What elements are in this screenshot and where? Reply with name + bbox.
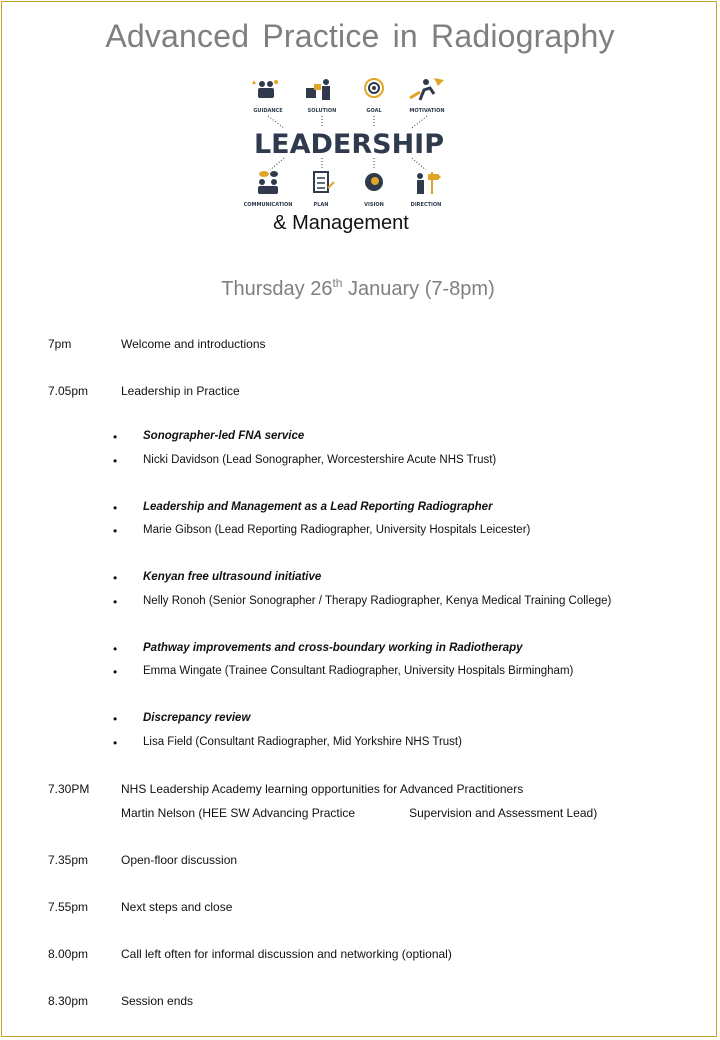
talk-speaker: Emma Wingate (Trainee Consultant Radiographer, University Hospitals Birmingham) — [143, 665, 574, 677]
bullet: • — [113, 430, 118, 444]
bullet: • — [113, 665, 118, 679]
talk-speaker: Lisa Field (Consultant Radiographer, Mid Yorkshire NHS Trust) — [143, 736, 462, 748]
schedule-item: Next steps and close — [121, 900, 233, 914]
talk-topic: Discrepancy review — [143, 712, 251, 724]
schedule-item: NHS Leadership Academy learning opportunities for Advanced Practitioners — [121, 782, 524, 796]
plan-icon — [314, 172, 334, 192]
detail-part-a: Martin Nelson (HEE SW Advancing Practice — [121, 806, 356, 820]
logo-word: LEADERSHIP — [253, 129, 445, 160]
talk-topic: Kenyan free ultrasound initiative — [143, 571, 322, 583]
bullet: • — [113, 595, 118, 609]
bullet: • — [113, 571, 118, 585]
event-date — [0, 278, 716, 301]
logo-label-plan: PLAN — [313, 202, 329, 208]
bullet: • — [113, 736, 118, 750]
page-title: Advanced Practice in Radiography — [105, 18, 615, 54]
schedule-time: 7.55pm — [48, 900, 89, 914]
vision-icon — [365, 173, 383, 191]
logo-label-goal: GOAL — [366, 108, 382, 114]
logo-label-motivation: MOTIVATION — [409, 108, 445, 114]
schedule-time: 7.30PM — [48, 782, 90, 796]
solution-icon — [306, 79, 330, 100]
direction-icon — [417, 172, 441, 194]
talk-speaker: Marie Gibson (Lead Reporting Radiographer, University Hospitals Leicester) — [143, 524, 531, 536]
logo-label-direction: DIRECTION — [410, 202, 442, 208]
logo-label-solution: SOLUTION — [307, 108, 337, 114]
schedule-time: 7.05pm — [48, 384, 89, 398]
bullet: • — [113, 712, 118, 726]
talk-topic: Leadership and Management as a Lead Reporting Radiographer — [143, 501, 493, 513]
schedule-item: Welcome and introductions — [121, 337, 266, 351]
communication-icon — [258, 171, 278, 194]
schedule-time: 7.35pm — [48, 853, 89, 867]
schedule-item: Leadership in Practice — [121, 384, 240, 398]
detail-part-b: Supervision and Assessment Lead) — [409, 806, 598, 820]
talk-speaker: Nicki Davidson (Lead Sonographer, Worcestershire Acute NHS Trust) — [143, 454, 497, 466]
logo-label-guidance: GUIDANCE — [253, 108, 283, 114]
bullet: • — [113, 524, 118, 538]
schedule-time: 8.00pm — [48, 947, 89, 961]
talk-topic: Sonographer-led FNA service — [143, 430, 305, 442]
schedule-item: Call left often for informal discussion and networking (optional) — [121, 947, 452, 961]
goal-icon — [365, 79, 383, 97]
bullet: • — [113, 501, 118, 515]
schedule-item: Open-floor discussion — [121, 853, 238, 867]
date-main: Thursday 26 — [221, 278, 333, 300]
leadership-logo — [244, 76, 454, 212]
bullet: • — [113, 642, 118, 656]
subtitle: & Management — [273, 212, 409, 234]
motivation-icon — [410, 78, 444, 100]
date-tail: January (7-8pm) — [342, 278, 495, 300]
logo-label-communication: COMMUNICATION — [244, 202, 293, 208]
schedule-time: 8.30pm — [48, 994, 89, 1008]
talk-speaker: Nelly Ronoh (Senior Sonographer / Therapy Radiographer, Kenya Medical Training College) — [143, 595, 612, 607]
guidance-icon — [252, 80, 278, 98]
schedule-item-detail — [121, 806, 597, 820]
date-ordinal: th — [332, 276, 343, 290]
bullet: • — [113, 454, 118, 468]
schedule-time: 7pm — [48, 337, 72, 351]
logo-label-vision: VISION — [364, 202, 384, 208]
schedule-item: Session ends — [121, 994, 194, 1008]
talk-topic: Pathway improvements and cross-boundary working in Radiotherapy — [143, 642, 523, 654]
